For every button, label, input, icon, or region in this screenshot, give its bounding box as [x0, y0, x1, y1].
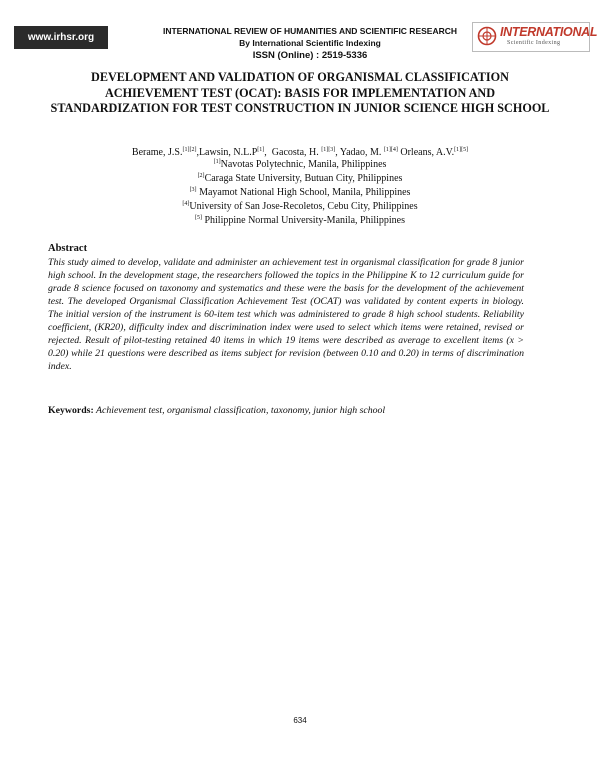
abstract-heading: Abstract — [48, 243, 88, 254]
author-separator: , — [196, 147, 199, 158]
site-badge: www.irhsr.org — [14, 26, 108, 49]
affiliation-marker: [5] — [194, 215, 202, 221]
affiliation-line — [40, 201, 560, 213]
author-affiliation-marker: [1][2] — [182, 147, 197, 153]
affiliation-marker: [2] — [197, 173, 205, 179]
abstract-text: This study aimed to develop, validate and administer an achievement test in organismal classification for grade 8 junior high school. In the development stage, the researchers followed the topics in the Philippine K to 12 curriculum guide for grade 8 science focused on taxonomy and systematics and these were the basis for the development of the achievement test. The developed Organismal Classification Achievement Test (OCAT) was validated by content experts in biology. The initial version of the instrument is 60-item test which was administered to grade 8 high school students. Reliability coefficient, (KR20), difficulty index and discrimination index were used to select which items were retained, revised or rejected. Result of pilot-testing retained 40 items in which 19 items were described as average to excellent items (x > 0.20) while 21 questions were described as items subject for revision (between 0.10 and 0.20) in terms of discrimination index. — [48, 257, 524, 372]
keywords-text: Achievement test, organismal classification, taxonomy, junior high school — [93, 405, 386, 416]
page-number: 634 — [293, 716, 307, 725]
affiliation-line — [40, 187, 560, 199]
affiliation-text: Caraga State University, Butuan City, Philippines — [204, 173, 403, 184]
affiliation-marker: [4] — [182, 201, 190, 207]
affiliation-text: Mayamot National High School, Manila, Philippines — [196, 187, 411, 198]
author-name: Gacosta, H. — [271, 147, 322, 158]
keywords-label: Keywords: — [48, 405, 94, 416]
author-name: Yadao, M. — [339, 147, 384, 158]
author-affiliation-marker: [1][5] — [454, 147, 469, 153]
indexing-logo — [472, 22, 598, 52]
journal-indexing: By International Scientific Indexing — [239, 38, 381, 48]
affiliation-text: University of San Jose-Recoletos, Cebu City, Philippines — [189, 201, 418, 212]
author-name: Berame, J.S. — [131, 147, 183, 158]
journal-header — [120, 25, 500, 62]
keywords — [48, 404, 548, 417]
author-affiliation-marker: [1] — [257, 147, 265, 153]
logo-subtitle: Scientific Indexing — [507, 40, 561, 46]
author-separator: , — [264, 147, 272, 158]
journal-issn: ISSN (Online) : 2519-5336 — [252, 50, 368, 61]
author-name: Orleans, A.V. — [400, 147, 455, 158]
affiliation-marker: [1] — [213, 159, 221, 165]
affiliation-text: Navotas Polytechnic, Manila, Philippines — [220, 159, 387, 170]
author-affiliation-marker: [1][4] — [383, 147, 398, 153]
author-affiliation-marker: [1][3] — [321, 147, 336, 153]
logo-title: INTERNATIONAL — [500, 25, 598, 39]
globe-emblem-icon — [477, 26, 497, 46]
author-separator: , — [335, 147, 340, 158]
affiliation-line — [40, 215, 560, 227]
affiliation-line — [40, 173, 560, 185]
paper-title: DEVELOPMENT AND VALIDATION OF ORGANISMAL CLASSIFICATION ACHIEVEMENT TEST (OCAT): BASIS FOR IMPLEMENTATION AND STANDARDIZATION FOR TEST CONSTRUCTION IN JUNIOR SCIENCE HIGH SCHOOL — [50, 70, 550, 116]
affiliation-text: Philippine Normal University-Manila, Philippines — [201, 215, 406, 226]
affiliation-line — [40, 159, 560, 171]
author-list — [40, 147, 560, 159]
journal-name: INTERNATIONAL REVIEW OF HUMANITIES AND SCIENTIFIC RESEARCH — [162, 26, 458, 36]
author-name: Lawsin, N.L.P — [198, 147, 258, 158]
affiliation-marker: [3] — [189, 187, 197, 193]
